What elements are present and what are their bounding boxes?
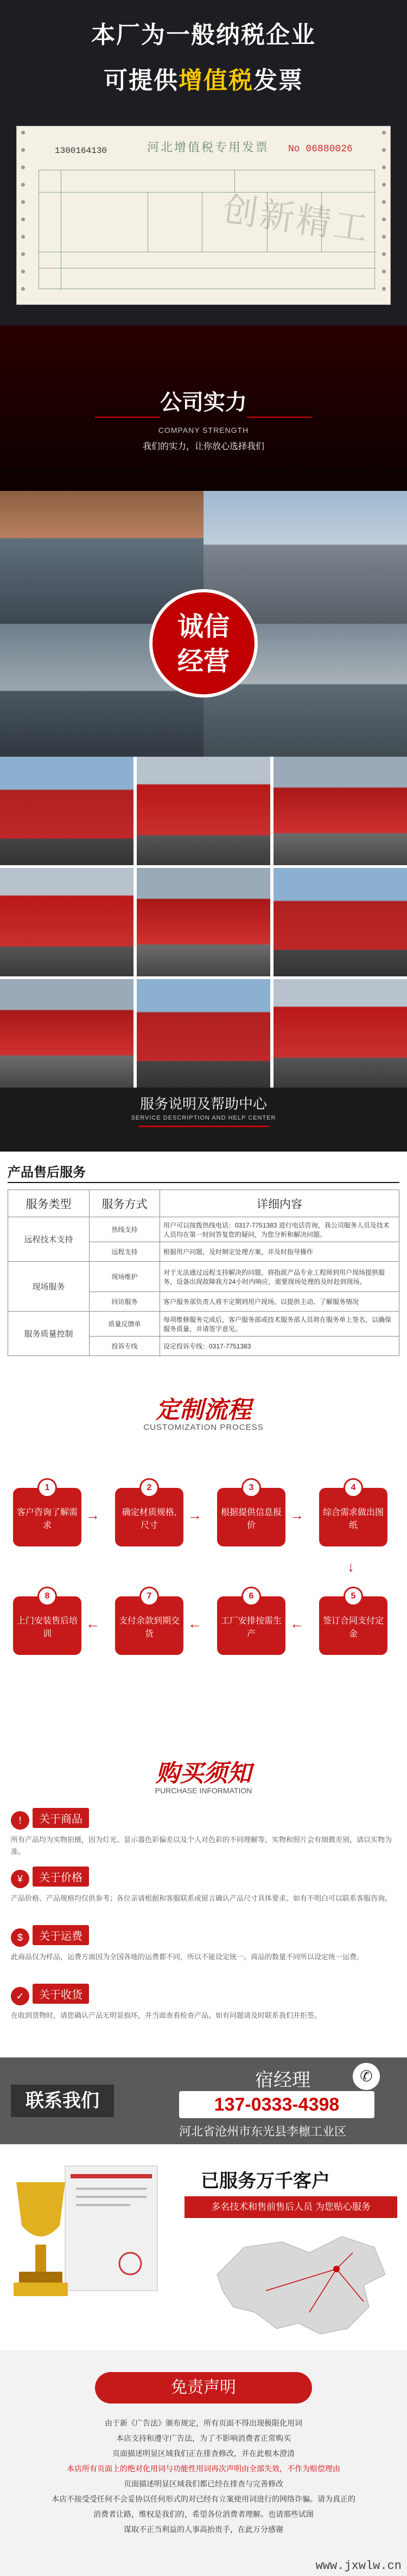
after-sales-table: [8, 1190, 399, 1356]
arrow-right-icon: →: [86, 1507, 100, 1523]
arrow-right-icon: →: [188, 1507, 202, 1523]
disclaimer-title: 免责声明: [95, 2372, 312, 2404]
process-step: 6 工厂安排按需生产: [217, 1596, 285, 1655]
note-receipt: ✓ 关于收货 在收到货物时，请您确认产品无明显损坏，并当面查看检查产品。如有问题请及时联系我们并拒签。: [11, 1984, 396, 2022]
warning-icon: !: [11, 1811, 29, 1830]
invoice-image: [16, 126, 391, 305]
contact-name: 宿经理: [255, 2070, 310, 2091]
header-line2: 可提供增值税发票: [104, 67, 303, 94]
contact-address: 河北省沧州市东光县李檩工业区: [179, 2125, 347, 2138]
invoice-number: No 06880026: [288, 144, 353, 155]
divider-line: [138, 1126, 269, 1127]
service-banner: [0, 1088, 407, 1152]
purchase-info: [0, 1743, 407, 2057]
table-row: 现场服务 现场维护 对于无法通过远程支持解决的问题，将指派产品专业工程师到用户现场提供服务，设备出现故障我方24小时内响应，需要现场处理的及时赶到现场。: [8, 1262, 399, 1292]
contact-phone[interactable]: 137-0333-4398: [179, 2091, 374, 2118]
note-goods: ! 关于商品 所有产品均为实物拍摄，因为灯光、显示器色彩偏差以及个人对色彩的不同理解等，实物和照片会有细微差别，请以实物为准。: [11, 1808, 396, 1858]
header-line1: 本厂为一般纳税企业: [91, 22, 316, 48]
price-icon: ¥: [11, 1870, 29, 1888]
divider-line: [247, 417, 312, 418]
truck-photo: [274, 979, 407, 1088]
purchase-en: PURCHASE INFORMATION: [155, 1786, 252, 1795]
table-row: 服务质量控制 质量反馈单 每项维修服务完成后，客户服务部或技术服务部人员将在服务单上签名，以确保服务质量，并请签字意见。: [8, 1312, 399, 1337]
china-map-image: [201, 2226, 396, 2345]
check-icon: ✓: [11, 1987, 29, 2005]
after-sales-title: 产品售后服务: [8, 1165, 86, 1180]
company-strength-header: [0, 325, 407, 491]
table-row: 回访服务 客户服务部负责人将不定期到用户现场，以提供主动、了解服务情况: [8, 1292, 399, 1312]
truck-photo: [0, 757, 133, 865]
process-step: 8 上门安装售后培训: [13, 1596, 81, 1655]
truck-photo: [137, 868, 270, 976]
table-row: 远程支持 根据用户问题，及时制定处理方案，并及时指导操作: [8, 1242, 399, 1262]
process-title: 定制流程: [156, 1397, 251, 1423]
invoice-watermark: 创新精工: [220, 189, 372, 250]
service-en: SERVICE DESCRIPTION AND HELP CENTER: [131, 1115, 276, 1121]
arrow-left-icon: ←: [188, 1615, 202, 1632]
table-row: 投诉专线 设定投诉专线：0317-7751383: [8, 1337, 399, 1356]
process-step: 4 综合需求做出图纸: [319, 1488, 387, 1546]
contact-label: 联系我们: [11, 2085, 114, 2117]
table-row: 远程技术支持 热线支持 用户可以按拨热线电话：0317-7751383 进行电话咨询，我公司服务人员及技术人员均在第一时间答复您的疑问，为您分析和解决问题。: [8, 1217, 399, 1242]
strength-title: 公司实力: [160, 391, 247, 414]
truck-photo: [274, 868, 407, 976]
truck-photo: [137, 979, 270, 1088]
process-step: 5 签订合同支付定金: [319, 1596, 387, 1655]
process-step: 2 确定材质规格,尺寸: [115, 1488, 183, 1546]
trophy-certificate-image: [0, 2144, 174, 2350]
arrow-right-icon: →: [290, 1507, 304, 1523]
site-watermark: www.jxwlw.cn: [315, 2559, 402, 2573]
contact-section: [0, 2057, 407, 2144]
disclaimer-section: [0, 2350, 407, 2576]
disclaimer-text: 由于新《广告法》颁布规定，所有页面不得出现极限化用词 本店支持和遵守广告法，为了不影响消费者正常购买 页面描述明显区域我们正在排查修改，并在此根本澄清 本店所有页面上的绝对化用词与功能性用词再次声明由全部失效，不作为赔偿理由 页面描述明显区域我们都已经在排查与完善修改 本店不接受受任何不会妥协以任何形式的对已经有立案使用词进行的网络诈骗。请为真正的 消费者让路，维权是我们的，希望各位消费者理解。也请那些试图 谋取不正当利益的人事高抬贵手，在此万分感谢: [52, 2419, 355, 2534]
process-step: 1 客户咨询了解需求: [13, 1488, 81, 1546]
purchase-title: 购买须知: [156, 1760, 251, 1787]
truck-photo: [0, 979, 133, 1088]
arrow-down-icon: ↓: [347, 1558, 354, 1575]
divider-line: [95, 417, 160, 418]
process-step: 3 根据提供信息报价: [217, 1488, 285, 1546]
process-en: CUSTOMIZATION PROCESS: [143, 1423, 264, 1432]
integrity-badge: 诚信 经营: [149, 589, 258, 698]
divider-line: [8, 1182, 399, 1183]
truck-photo: [137, 757, 270, 865]
phone-icon: ✆: [353, 2063, 380, 2090]
customers-title: 已服务万千客户: [201, 2171, 330, 2191]
invoice-title: 河北增值税专用发票: [147, 140, 270, 154]
service-title: 服务说明及帮助中心: [139, 1096, 267, 1112]
tax-invoice-section: [0, 0, 407, 325]
process-step: 7 支付余款到期交货: [115, 1596, 183, 1655]
table-header: 服务类型 服务方式 详细内容: [8, 1190, 399, 1217]
customers-section: [0, 2144, 407, 2350]
shipping-icon: $: [11, 1928, 29, 1947]
customization-process: [0, 1369, 407, 1743]
truck-photo: [274, 757, 407, 865]
strength-en: COMPANY STRENGTH: [158, 426, 249, 434]
strength-sub: 我们的实力，让你放心选择我们: [142, 442, 264, 451]
truck-photos: [0, 757, 407, 1088]
note-price: ¥ 关于价格 产品价格、产品规格均仅供参考；各位亲请根据和客服联系或留言确认产品尺寸具体要求。如有不明白可以联系客服咨询。: [11, 1867, 396, 1904]
after-sales-section: [0, 1152, 407, 1369]
customers-sub: 多名技术和售前售后人员 为您贴心服务: [185, 2196, 397, 2218]
arrow-left-icon: ←: [86, 1615, 100, 1632]
arrow-left-icon: ←: [290, 1615, 304, 1632]
note-shipping: $ 关于运费 此商品仅为样品，运费方面因为全国各地的运费都不同，所以不能设定统一。商品的数量不同所以设定统一运费。: [11, 1925, 396, 1963]
invoice-code: 1300164130: [55, 146, 107, 156]
truck-photo: [0, 868, 133, 976]
